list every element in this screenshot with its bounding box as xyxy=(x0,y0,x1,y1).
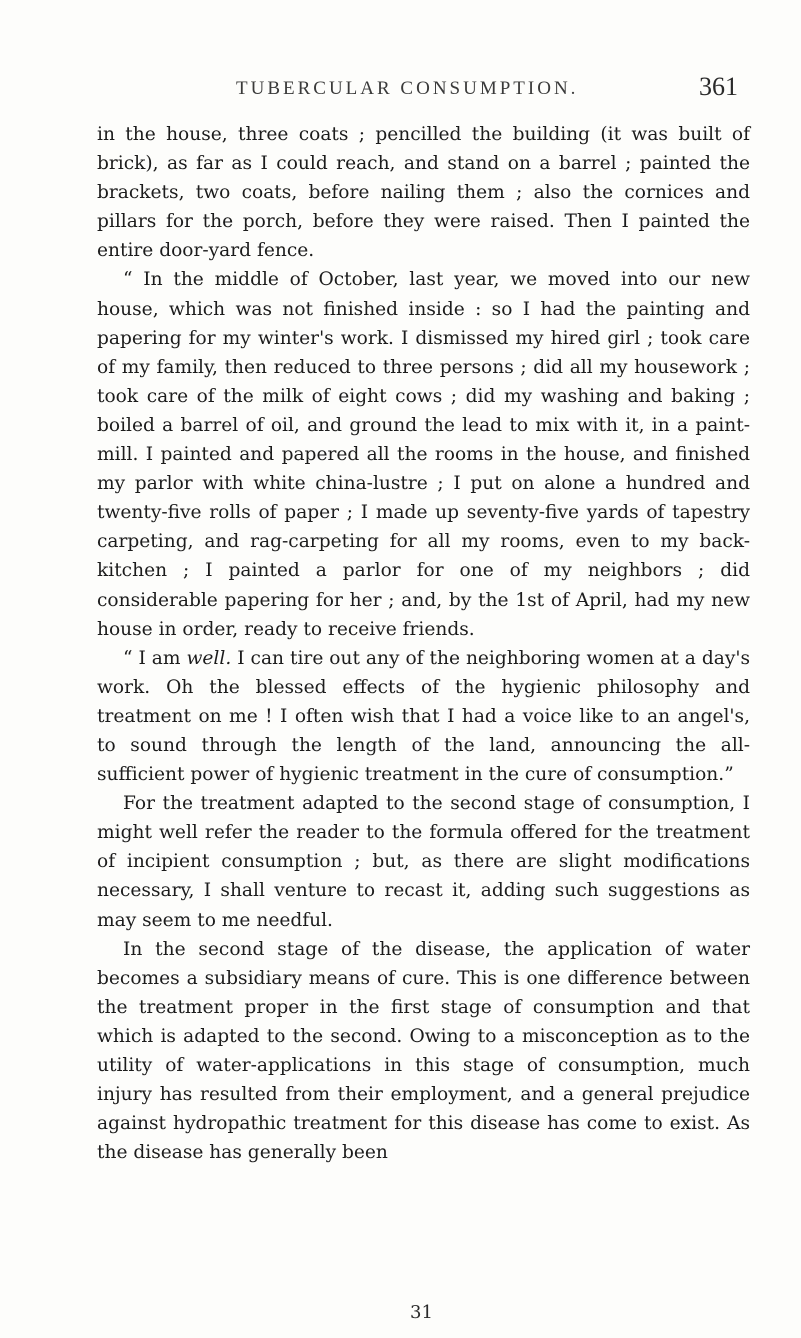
paragraph-text: “ I am xyxy=(123,647,187,669)
paragraph xyxy=(97,644,750,789)
paragraph: In the second stage of the disease, the application of water becomes a subsidiary means of cure. This is one difference between the treatment proper in the first stage of consumption and that which is adapted to the second. Owing to a misconception as to the utility of water-applications in this stage of consumption, much injury has resulted from their employment, and a general prejudice against hydropathic treatment for this disease has come to exist. As the disease has generally been xyxy=(97,938,750,1164)
paragraph: in the house, three coats ; pencilled the building (it was built of brick), as far as I could reach, and stand on a barrel ; painted the brackets, two coats, before nailing them ; also the cornices and pillars for the porch, before they were raised. Then I painted the entire door-yard fence. xyxy=(97,124,750,262)
emphasized-word: well. xyxy=(186,647,232,669)
paragraph: For the treatment adapted to the second stage of consumption, I might well refer the reader to the formula offered for the treatment of incipient consumption ; but, as there are slight modifications necessary, I shall venture to recast it, adding such suggestions as may seem to me needful. xyxy=(97,793,750,931)
page-header xyxy=(236,72,738,108)
page-number: 361 xyxy=(699,72,738,101)
body-text xyxy=(97,120,750,1167)
paragraph: “ In the middle of October, last year, we moved into our new house, which was not finished inside : so I had the painting and papering for my winter's work. I dismissed my hired girl ; took care of my family, then reduced to three persons ; did all my housework ; took care of the milk of eight cows ; did my washing and baking ; boiled a barrel of oil, and ground the lead to mix with it, in a paint-mill. I painted and papered all the rooms in the house, and finished my parlor with white china-lustre ; I put on alone a hundred and twenty-five rolls of paper ; I made up seventy-five yards of tapestry carpeting, and rag-carpeting for all my rooms, even to my back-kitchen ; I painted a parlor for one of my neighbors ; did considerable papering for her ; and, by the 1st of April, had my new house in order, ready to receive friends. xyxy=(97,269,750,640)
signature-mark: 31 xyxy=(410,1302,433,1323)
running-head: TUBERCULAR CONSUMPTION. xyxy=(236,78,579,99)
paragraph-text: I can tire out any of the neighboring women at a day's work. Oh the blessed effects of the hygienic philosophy and treatment on me ! I often wish that I had a voice like to an angel's, to sound through the length of the land, announcing the all-sufficient power of hygienic treatment in the cure of consumption.” xyxy=(97,647,750,786)
